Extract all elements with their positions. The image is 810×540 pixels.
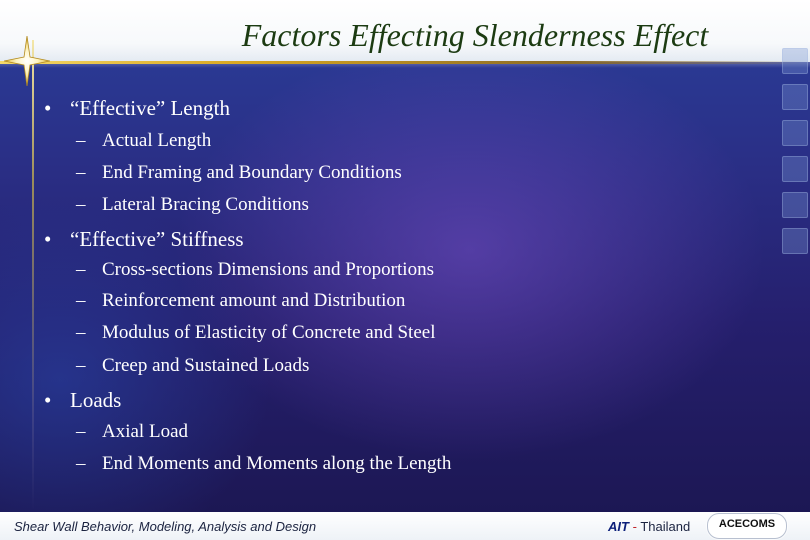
four-point-star-icon	[4, 36, 50, 86]
sub-item-text: End Moments and Moments along the Length	[102, 453, 452, 474]
sub-item	[76, 290, 405, 312]
sub-item	[76, 453, 451, 475]
bullet-marker: •	[44, 96, 52, 120]
bullet-label: Loads	[70, 388, 122, 412]
dash-marker: –	[76, 453, 86, 474]
footer-institution	[608, 519, 690, 534]
dash-marker: –	[76, 421, 86, 442]
sub-item-text: Reinforcement amount and Distribution	[102, 290, 406, 311]
bullet-marker: •	[44, 227, 52, 251]
sub-item-text: Actual Length	[102, 130, 212, 151]
dash-marker: –	[76, 355, 86, 376]
sub-item	[76, 259, 434, 281]
sub-item	[76, 322, 435, 344]
sub-item-text: Lateral Bracing Conditions	[102, 194, 309, 215]
slide-title: Factors Effecting Slenderness Effect	[241, 17, 709, 53]
sub-item	[76, 355, 309, 377]
dash-marker: –	[76, 194, 86, 215]
bullet-marker: •	[44, 388, 52, 412]
logo-text: ACECOMS	[718, 518, 776, 530]
dash-marker: –	[76, 259, 86, 280]
bullet-effective-stiffness	[44, 227, 244, 251]
bullet-label: “Effective” Stiffness	[70, 227, 244, 251]
accent-line-vertical	[32, 40, 34, 510]
sub-item-text: Modulus of Elasticity of Concrete and Steel	[102, 322, 436, 343]
sub-item	[76, 130, 211, 152]
decorative-squares	[770, 48, 810, 278]
sub-item-text: Creep and Sustained Loads	[102, 355, 310, 376]
dash-marker: –	[76, 130, 86, 151]
footer-separator: -	[632, 519, 637, 534]
dash-marker: –	[76, 322, 86, 343]
footer-bar	[0, 512, 810, 540]
sub-item-text: Cross-sections Dimensions and Proportions	[102, 259, 434, 280]
bullet-loads	[44, 388, 121, 412]
sub-item	[76, 194, 309, 216]
sub-item-text: Axial Load	[102, 421, 189, 442]
sub-item	[76, 421, 188, 443]
dash-marker: –	[76, 290, 86, 311]
sub-item	[76, 162, 402, 184]
accent-line-horizontal	[0, 61, 810, 64]
sub-item-text: End Framing and Boundary Conditions	[102, 162, 402, 183]
acecoms-logo	[707, 513, 787, 539]
bullet-label: “Effective” Length	[70, 96, 230, 120]
bullet-effective-length	[44, 96, 230, 120]
footer-country: Thailand	[640, 519, 691, 534]
dash-marker: –	[76, 162, 86, 183]
footer-course-title: Shear Wall Behavior, Modeling, Analysis and Design	[14, 519, 317, 534]
footer-ait: AIT	[608, 519, 629, 534]
